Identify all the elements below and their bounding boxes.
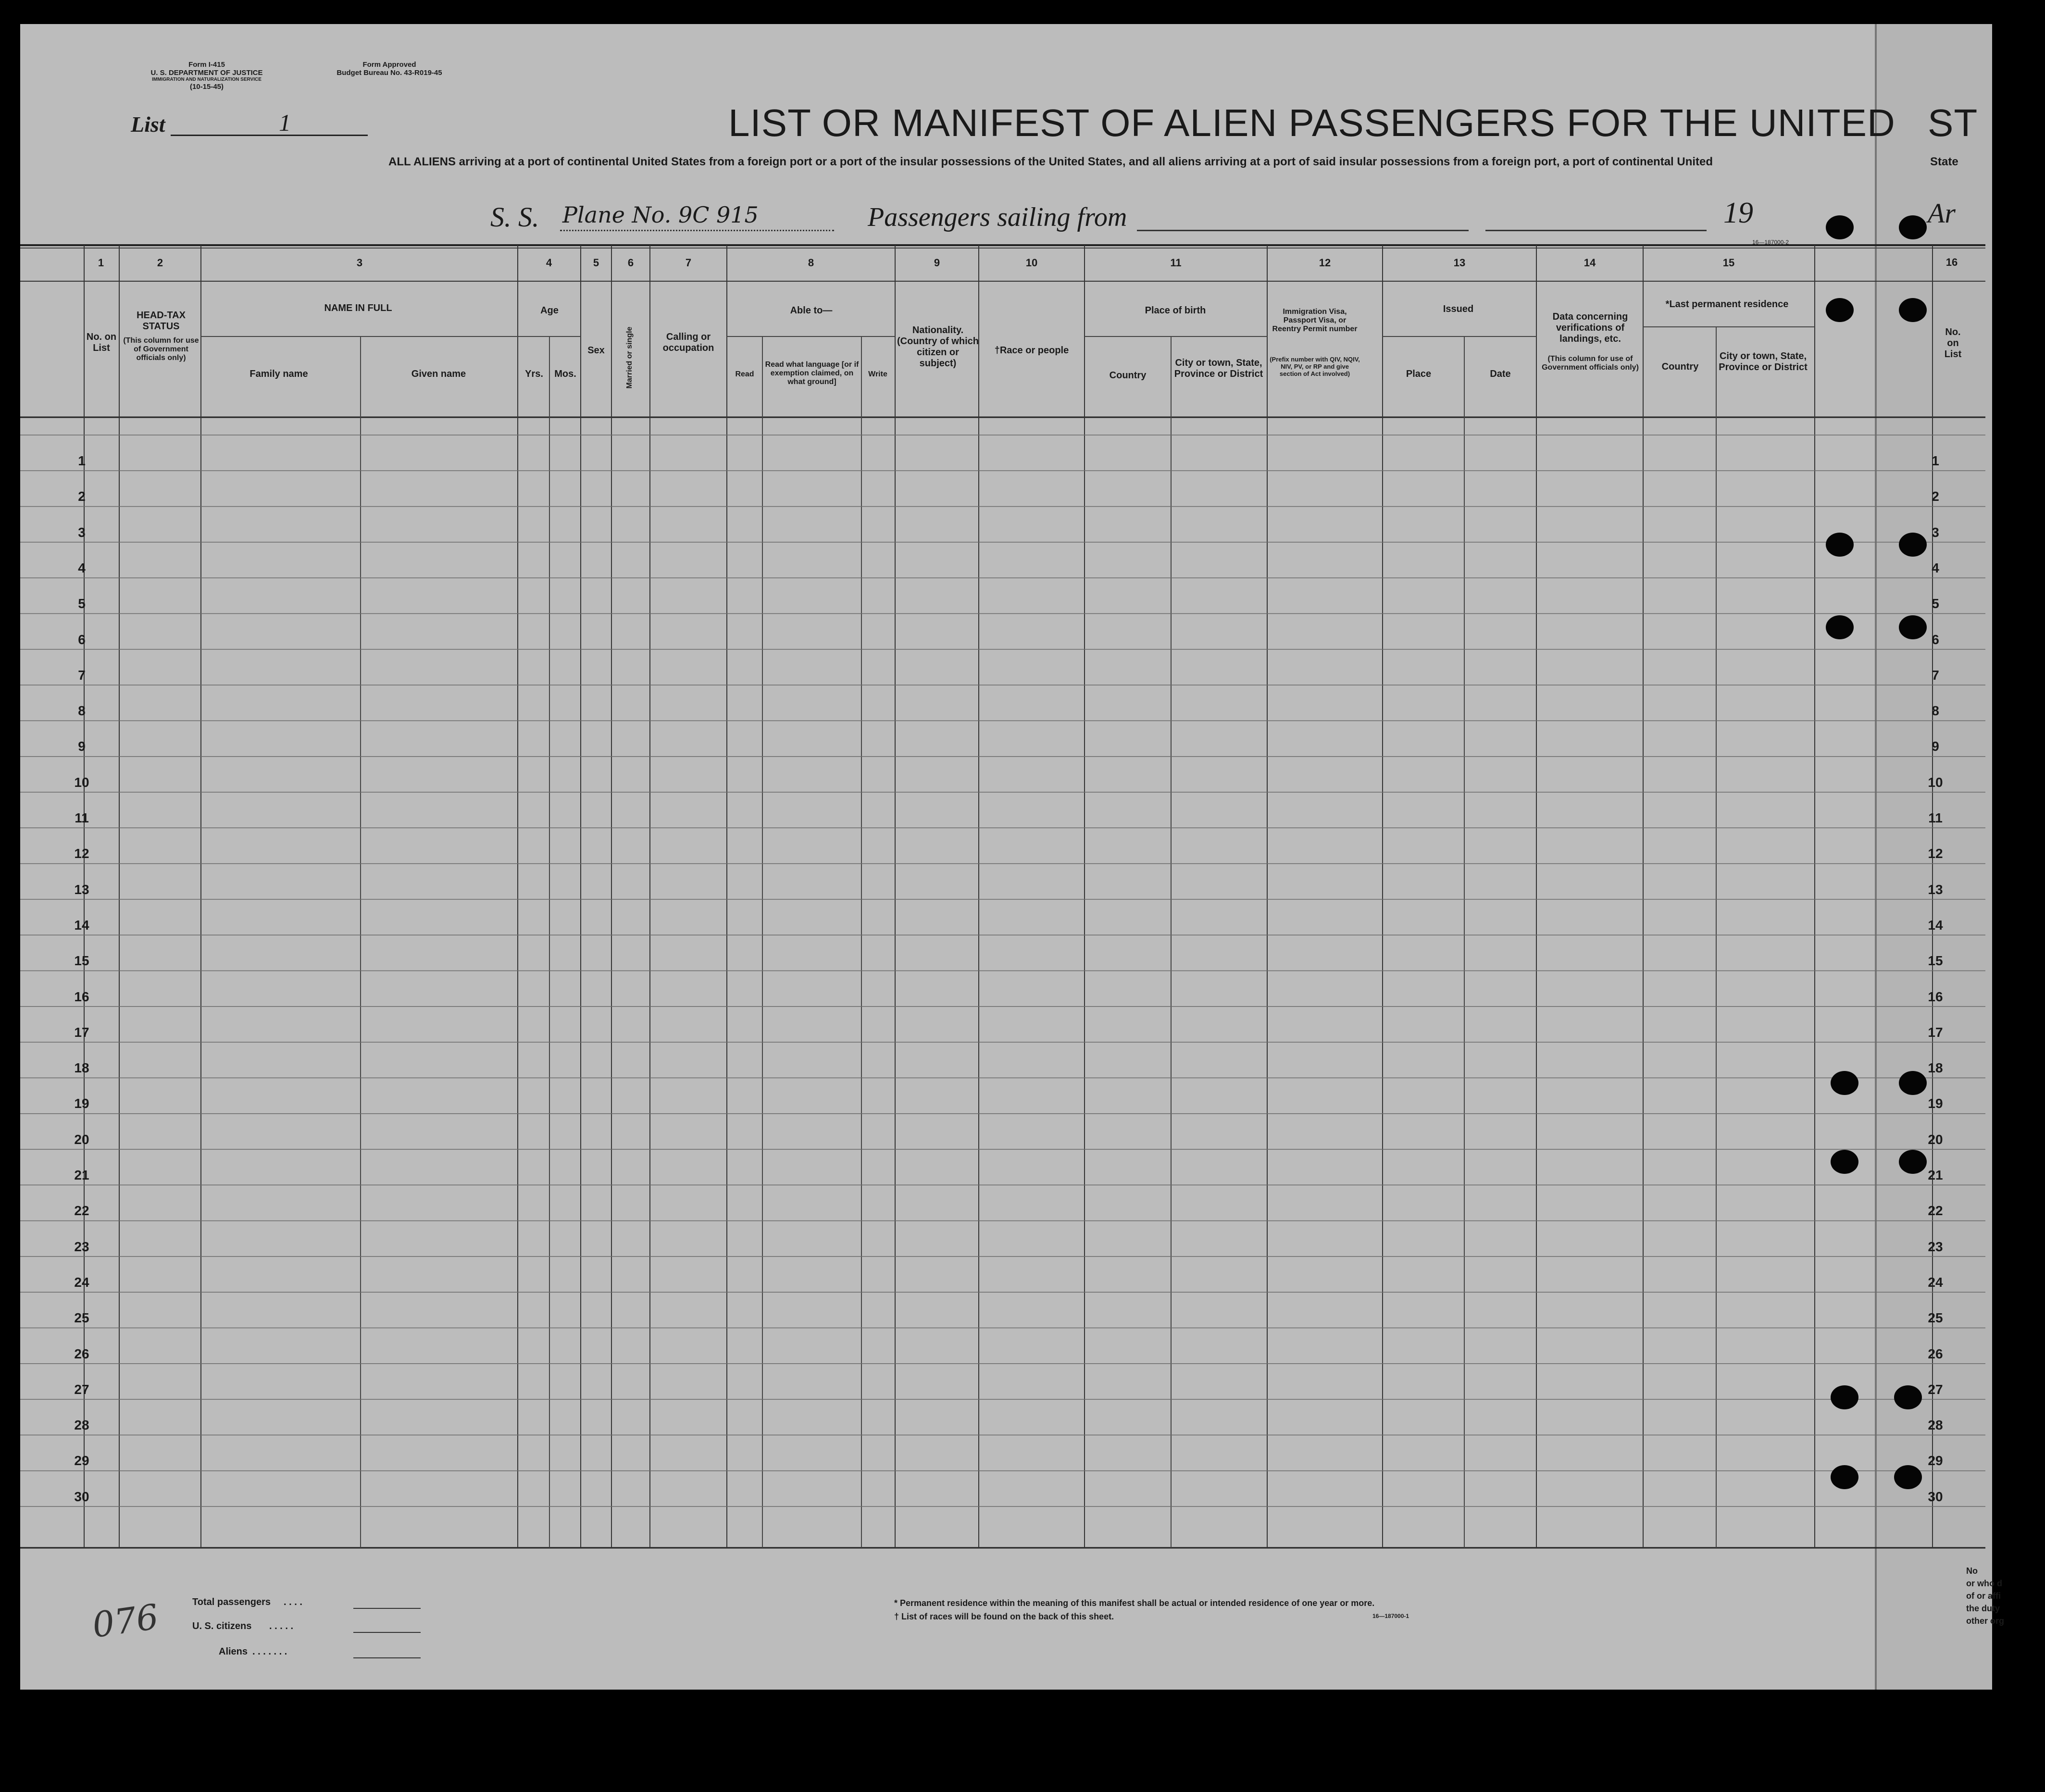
header-name-in-full: NAME IN FULL: [324, 303, 392, 313]
punch-hole: [1831, 1071, 1858, 1095]
note-fragment: other org: [1966, 1616, 2004, 1626]
row-number-left: 7: [78, 667, 86, 683]
row-number-left: 13: [74, 882, 89, 897]
header-res-country: Country: [1661, 361, 1699, 372]
punch-hole: [1894, 1385, 1922, 1409]
header-family-name: Family name: [249, 369, 308, 379]
row-number-left: 14: [74, 917, 89, 933]
races-note: † List of races will be found on the back of this sheet.: [894, 1612, 1114, 1621]
row-number-left: 10: [74, 774, 89, 790]
header-issued: Issued: [1443, 304, 1474, 314]
row-number-right: 16: [1928, 989, 1943, 1004]
column-number: 15: [1722, 257, 1735, 269]
punch-hole: [1831, 1465, 1858, 1489]
row-number-right: 1: [1932, 453, 1939, 468]
note-fragment: No: [1966, 1566, 1978, 1576]
row-number-left: 1: [78, 453, 86, 468]
header-read: Read: [735, 370, 754, 378]
department-name: U. S. DEPARTMENT OF JUSTICE: [150, 69, 263, 77]
row-number-right: 28: [1928, 1418, 1943, 1433]
row-number-right: 10: [1928, 774, 1943, 790]
row-number-left: 3: [78, 524, 86, 540]
us-citizens-field: [353, 1632, 421, 1633]
row-number-left: 18: [74, 1060, 89, 1076]
year-prefix: 19: [1723, 197, 1753, 229]
page-title: LIST OR MANIFEST OF ALIEN PASSENGERS FOR THE UNITED: [728, 101, 1895, 144]
row-number-right: 17: [1928, 1024, 1943, 1040]
leader-dots: . . . . . . .: [252, 1646, 287, 1657]
header-nationality: Nationality. (Country of which citizen or subject): [897, 325, 979, 369]
column-number: 2: [157, 257, 163, 269]
row-number-right: 19: [1928, 1096, 1943, 1111]
header-write: Write: [868, 370, 887, 378]
form-header-left: [125, 61, 288, 91]
column-number: 4: [546, 257, 552, 269]
punch-hole: [1899, 298, 1927, 322]
header-issued-place: Place: [1406, 369, 1432, 379]
date-code: (10-15-45): [189, 83, 224, 91]
header-no-on-list: No. on List: [86, 332, 117, 353]
column-number: 9: [934, 257, 940, 269]
service-name: IMMIGRATION AND NATURALIZATION SERVICE: [152, 77, 262, 82]
punch-hole: [1899, 533, 1927, 557]
header-head-tax: HEAD-TAX STATUS: [137, 310, 186, 332]
handwritten-number: 076: [89, 1596, 161, 1646]
row-number-left: 21: [74, 1168, 89, 1182]
row-number-right: 8: [1932, 703, 1939, 719]
header-head-tax-note: (This column for use of Government officials only): [123, 336, 199, 362]
column-number: 1: [98, 257, 104, 269]
punch-hole: [1826, 615, 1854, 639]
row-number-left: 8: [78, 703, 86, 719]
row-number-right: 3: [1932, 524, 1939, 540]
budget-number: Budget Bureau No. 43-R019-45: [337, 69, 442, 77]
note-fragment: of or affi: [1966, 1591, 2001, 1601]
row-number-right: 22: [1928, 1203, 1943, 1219]
header-read-language: Read what language [or if exemption claimed, on what ground]: [765, 361, 859, 386]
row-number-left: 9: [78, 739, 86, 754]
punch-hole: [1826, 298, 1854, 322]
sailing-from-field: [1137, 230, 1469, 231]
next-sheet-title-fragment: ST: [1928, 101, 1978, 144]
column-number: 14: [1584, 257, 1596, 269]
row-number-right: 7: [1932, 667, 1939, 683]
row-number-right: 5: [1932, 596, 1939, 611]
row-number-right: 23: [1928, 1239, 1943, 1254]
form-header-right: [317, 61, 461, 77]
note-fragment: the duty: [1966, 1604, 2000, 1613]
leader-dots: . . . . .: [269, 1621, 294, 1631]
header-given-name: Given name: [411, 369, 466, 379]
punch-hole: [1826, 215, 1854, 239]
column-number: 3: [356, 257, 363, 269]
row-number-right: 24: [1928, 1274, 1943, 1290]
row-number-left: 22: [74, 1203, 89, 1219]
row-number-left: 6: [78, 632, 86, 647]
header-visa: Immigration Visa, Passport Visa, or Reentry Permit number: [1272, 308, 1358, 333]
next-sheet-notes: [1966, 1565, 2004, 1627]
list-number: 1: [279, 109, 291, 136]
next-sheet-col-number: 16: [1945, 256, 1958, 268]
punch-hole: [1831, 1150, 1858, 1174]
header-race: †Race or people: [994, 345, 1069, 356]
row-number-left: 12: [74, 846, 89, 861]
column-number: 6: [627, 257, 634, 269]
next-sheet-no-on-list: No. on List: [1944, 327, 1962, 360]
row-number-left: 25: [74, 1310, 89, 1326]
total-passengers-label: Total passengers: [192, 1597, 271, 1607]
punch-hole: [1826, 533, 1854, 557]
column-number: 8: [808, 257, 814, 269]
row-number-right: 29: [1928, 1453, 1943, 1468]
form-number: Form I-415: [188, 61, 225, 69]
punch-hole: [1899, 1071, 1927, 1095]
row-number-left: 24: [74, 1274, 89, 1290]
row-number-left: 23: [74, 1239, 89, 1254]
header-calling: Calling or occupation: [662, 332, 714, 353]
header-verifications: Data concerning verifications of landings, etc.: [1552, 311, 1628, 344]
row-number-right: 25: [1928, 1310, 1943, 1326]
row-number-right: 14: [1928, 917, 1943, 933]
residence-note: * Permanent residence within the meaning of this manifest shall be actual or intended residence of one year or more.: [894, 1598, 1375, 1608]
row-number-left: 17: [74, 1024, 89, 1040]
aliens-label: Aliens: [219, 1646, 248, 1657]
header-verifications-note: (This column for use of Government officials only): [1542, 355, 1639, 372]
header-issued-date: Date: [1490, 369, 1511, 379]
punch-hole: [1899, 215, 1927, 239]
leader-dots: . . . .: [284, 1597, 302, 1607]
row-number-left: 11: [75, 810, 89, 825]
row-number-right: 6: [1932, 632, 1939, 647]
sailing-label: Passengers sailing from: [868, 202, 1127, 232]
row-number-right: 26: [1928, 1346, 1943, 1361]
row-number-right: 27: [1928, 1381, 1943, 1397]
row-number-right: 20: [1928, 1132, 1943, 1147]
header-sex: Sex: [587, 345, 605, 356]
row-number-left: 20: [74, 1132, 89, 1147]
column-number: 13: [1453, 257, 1466, 269]
row-number-right: 13: [1928, 882, 1943, 897]
row-number-left: 16: [74, 989, 89, 1004]
header-place-of-birth: Place of birth: [1145, 305, 1206, 316]
print-code: 16—187000-1: [1372, 1613, 1409, 1619]
header-able-to: Able to—: [790, 305, 833, 316]
row-number-left: 28: [74, 1418, 89, 1433]
row-number-left: 2: [78, 489, 86, 504]
form-approved: Form Approved: [362, 61, 416, 69]
ship-handwritten: Plane No. 9C 915: [562, 202, 759, 228]
header-birth-city: City or town, State, Province or District: [1174, 358, 1263, 379]
row-number-right: 9: [1932, 739, 1939, 754]
header-birth-country: Country: [1109, 370, 1147, 381]
punch-hole: [1831, 1385, 1858, 1409]
ship-prefix: S. S.: [490, 201, 539, 233]
header-last-residence: *Last permanent residence: [1665, 299, 1789, 310]
header-married: Married or single: [625, 326, 634, 389]
row-number-left: 19: [74, 1096, 89, 1111]
row-number-left: 5: [78, 596, 86, 611]
row-number-left: 4: [78, 560, 86, 575]
row-number-right: 30: [1928, 1489, 1943, 1504]
row-number-right: 21: [1928, 1168, 1943, 1182]
column-number: 11: [1170, 257, 1182, 269]
ship-underline: [560, 230, 834, 231]
punch-hole: [1894, 1465, 1922, 1489]
list-underline: [171, 135, 368, 136]
sheet-code: 16—187000-2: [1752, 239, 1789, 246]
header-yrs: Yrs.: [525, 369, 543, 379]
row-number-right: 15: [1928, 953, 1943, 969]
punch-hole: [1899, 615, 1927, 639]
row-number-right: 12: [1928, 846, 1943, 861]
row-number-left: 26: [74, 1346, 89, 1361]
column-number: 5: [593, 257, 599, 269]
punch-hole: [1899, 1150, 1927, 1174]
header-age: Age: [540, 305, 559, 316]
row-number-left: 30: [74, 1489, 89, 1504]
total-passengers-field: [353, 1608, 421, 1609]
row-number-right: 4: [1932, 560, 1939, 575]
next-sheet-sub-fragment: State: [1930, 155, 1958, 168]
row-number-left: 15: [74, 953, 89, 969]
note-fragment: or who d: [1966, 1579, 2002, 1588]
list-label: List: [131, 112, 165, 137]
sailing-date-field: [1485, 230, 1707, 231]
header-visa-note: (Prefix number with QIV, NQIV, NIV, PV, or RP and give section of Act involved): [1270, 356, 1360, 377]
next-sheet-ar-fragment: Ar: [1928, 198, 1956, 229]
row-number-left: 29: [74, 1453, 89, 1468]
row-number-right: 18: [1928, 1060, 1943, 1076]
header-mos: Mos.: [554, 369, 576, 379]
row-number-right: 11: [1928, 810, 1943, 825]
row-number-right: 2: [1932, 489, 1939, 504]
aliens-field: [353, 1657, 421, 1658]
us-citizens-label: U. S. citizens: [192, 1621, 252, 1631]
page-subtitle: ALL ALIENS arriving at a port of continental United States from a foreign port or a port of the insular possessions of the United States, and all aliens arriving at a port of said insular possessions from a foreign port, a port of continental United: [388, 155, 1713, 168]
column-number: 10: [1025, 257, 1038, 269]
column-number: 7: [685, 257, 692, 269]
column-number: 12: [1319, 257, 1331, 269]
header-res-city: City or town, State, Province or District: [1719, 351, 1808, 373]
row-number-left: 27: [74, 1381, 89, 1397]
